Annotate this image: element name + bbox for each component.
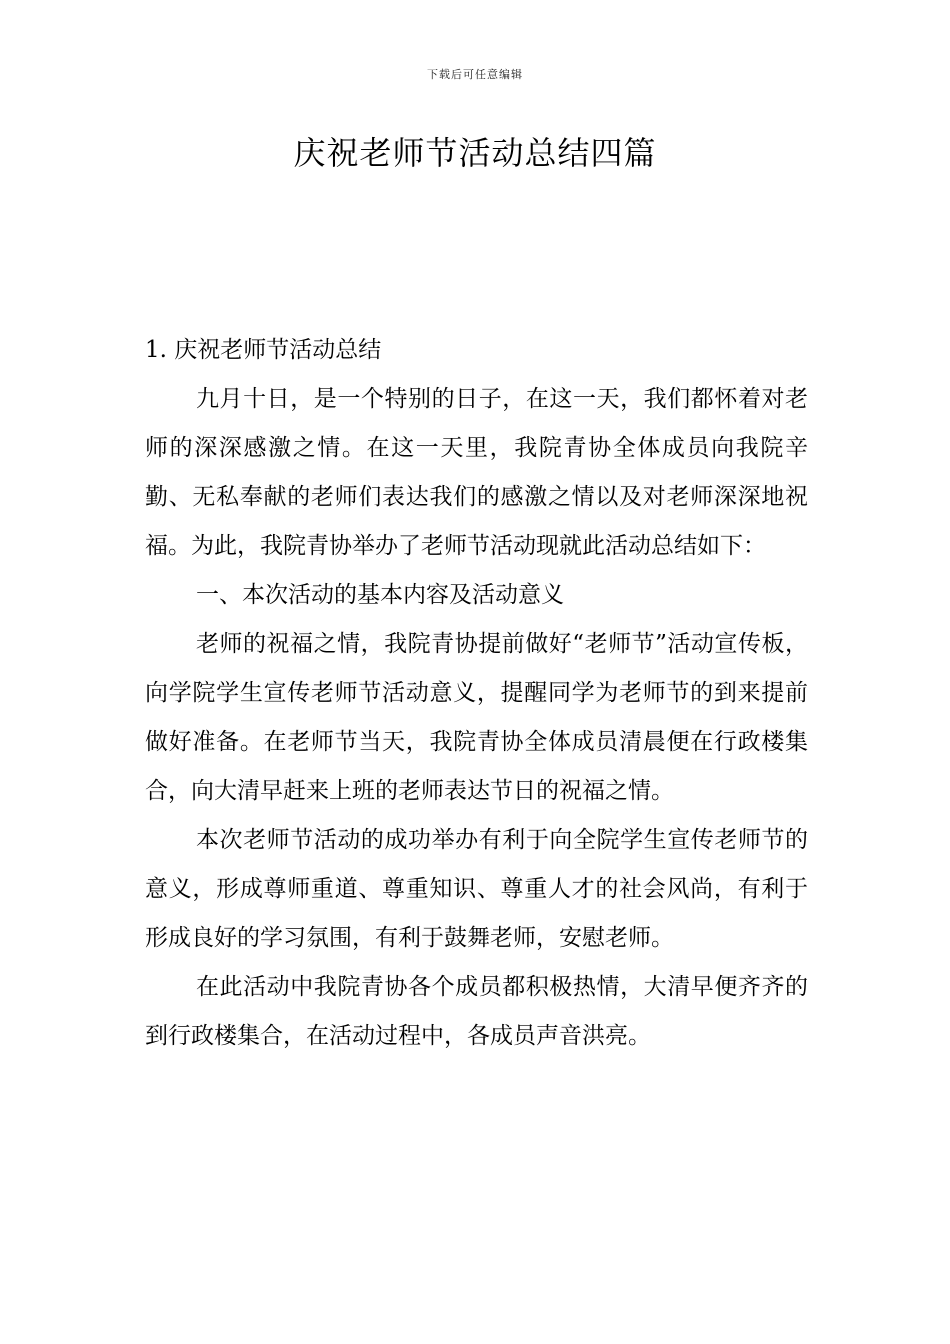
paragraph: 老师的祝福之情，我院青协提前做好“老师节”活动宣传板，向学院学生宣传老师节活动意义，提醒同学为老师节的到来提前做好准备。在老师节当天，我院青协全体成员清晨便在行政楼集合，向大清早赶来上班的老师表达节日的祝福之情。 xyxy=(145,631,808,804)
document-title: 庆祝老师节活动总结四篇 xyxy=(293,134,657,172)
paragraph: 九月十日，是一个特别的日子，在这一天，我们都怀着对老师的深深感激之情。在这一天里，我院青协全体成员向我院辛勤、无私奉献的老师们表达我们的感激之情以及对老师深深地祝福。为此，我院青协举办了老师节活动现就此活动总结如下： xyxy=(145,386,808,559)
document-body xyxy=(145,326,808,1061)
section-heading: 1. 庆祝老师节活动总结 xyxy=(145,337,382,363)
paragraph: 本次老师节活动的成功举办有利于向全院学生宣传老师节的意义，形成尊师重道、尊重知识、尊重人才的社会风尚，有利于形成良好的学习氛围，有利于鼓舞老师，安慰老师。 xyxy=(145,827,808,951)
paragraph: 在此活动中我院青协各个成员都积极热情，大清早便齐齐的到行政楼集合，在活动过程中，各成员声音洪亮。 xyxy=(145,974,808,1049)
header-note: 下载后可任意编辑 xyxy=(427,68,523,81)
subsection-heading: 一、本次活动的基本内容及活动意义 xyxy=(196,582,564,608)
